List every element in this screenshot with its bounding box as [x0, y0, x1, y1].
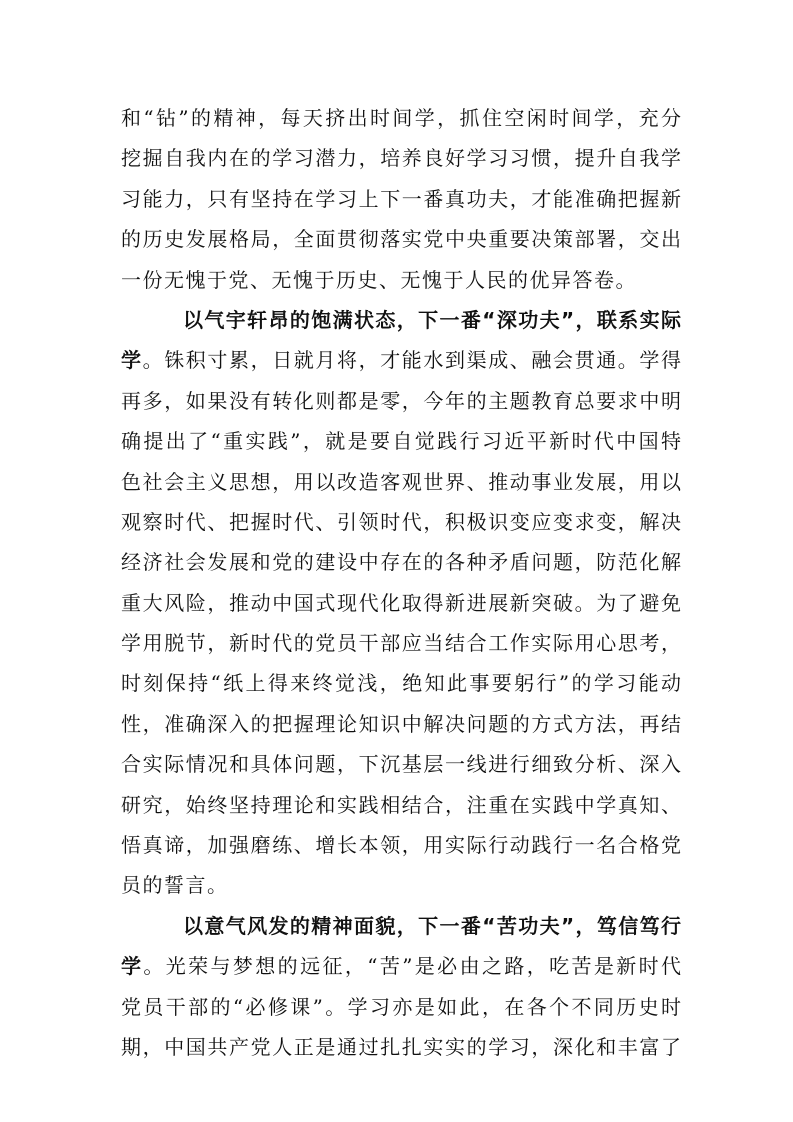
text-line	[121, 987, 681, 1027]
body-text: 色社会主义思想，用以改造客观世界、推动事业发展，用以	[121, 469, 681, 494]
body-text: 员的誓言。	[121, 873, 229, 898]
body-text: 学用脱节，新时代的党员干部应当结合工作实际用心思考，	[121, 631, 681, 656]
body-text: 再多，如果没有转化则都是零，今年的主题教育总要求中明	[121, 388, 681, 413]
text-line	[121, 219, 681, 259]
bold-text: 学	[121, 954, 144, 979]
text-line	[121, 462, 681, 502]
text-line	[121, 179, 681, 219]
text-line	[121, 623, 681, 663]
text-line	[121, 1027, 681, 1067]
bold-text: 以意气风发的精神面貌，下一番“苦功夫”，笃信笃行	[183, 913, 681, 938]
text-line	[121, 865, 681, 905]
body-text: 习能力，只有坚持在学习上下一番真功夫，才能准确把握新	[121, 186, 681, 211]
body-text: 确提出了“重实践”，就是要自觉践行习近平新时代中国特	[121, 429, 681, 454]
text-line	[121, 502, 681, 542]
body-text: 悟真谛，加强磨练、增长本领，用实际行动践行一名合格党	[121, 833, 681, 858]
text-line	[121, 744, 681, 784]
text-line	[121, 381, 681, 421]
body-text: 。光荣与梦想的远征，“苦”是必由之路，吃苦是新时代	[143, 954, 682, 979]
text-line	[121, 98, 681, 138]
body-text: 期，中国共产党人正是通过扎扎实实的学习，深化和丰富了	[121, 1034, 681, 1059]
text-line	[121, 542, 681, 582]
text-line	[121, 138, 681, 178]
body-text: 和“钻”的精神，每天挤出时间学，抓住空闲时间学，充分	[121, 106, 681, 130]
body-text: 一份无愧于党、无愧于历史、无愧于人民的优异答卷。	[121, 267, 637, 292]
text-line	[121, 825, 681, 865]
text-line	[121, 785, 681, 825]
body-text: 研究，始终坚持理论和实践相结合，注重在实践中学真知、	[121, 792, 681, 817]
body-text: 时刻保持“纸上得来终觉浅，绝知此事要躬行”的学习能动	[121, 671, 681, 696]
body-text: 重大风险，推动中国式现代化取得新进展新突破。为了避免	[121, 590, 681, 615]
body-text: 经济社会发展和党的建设中存在的各种矛盾问题，防范化解	[121, 550, 681, 575]
body-text: 。铢积寸累，日就月将，才能水到渠成、融会贯通。学得	[142, 348, 682, 373]
body-text: 的历史发展格局，全面贯彻落实党中央重要决策部署，交出	[121, 227, 681, 252]
bold-text: 以气宇轩昂的饱满状态，下一番“深功夫”，联系实际	[183, 307, 681, 332]
text-line	[121, 663, 681, 703]
paragraph-heading-line	[121, 906, 681, 946]
body-text: 挖掘自我内在的学习潜力，培养良好学习习惯，提升自我学	[121, 146, 681, 171]
text-line	[121, 421, 681, 461]
body-text: 性，准确深入的把握理论知识中解决问题的方式方法，再结	[121, 711, 681, 736]
text-line	[121, 340, 681, 380]
text-line	[121, 583, 681, 623]
text-line	[121, 260, 681, 300]
body-text: 观察时代、把握时代、引领时代，积极识变应变求变，解决	[121, 509, 681, 534]
text-line	[121, 946, 681, 986]
document-body	[121, 98, 681, 1067]
body-text: 党员干部的“必修课”。学习亦是如此，在各个不同历史时	[121, 994, 681, 1019]
text-line	[121, 704, 681, 744]
body-text: 合实际情况和具体问题，下沉基层一线进行细致分析、深入	[121, 752, 681, 777]
paragraph-heading-line	[121, 300, 681, 340]
bold-text: 学	[121, 348, 143, 373]
